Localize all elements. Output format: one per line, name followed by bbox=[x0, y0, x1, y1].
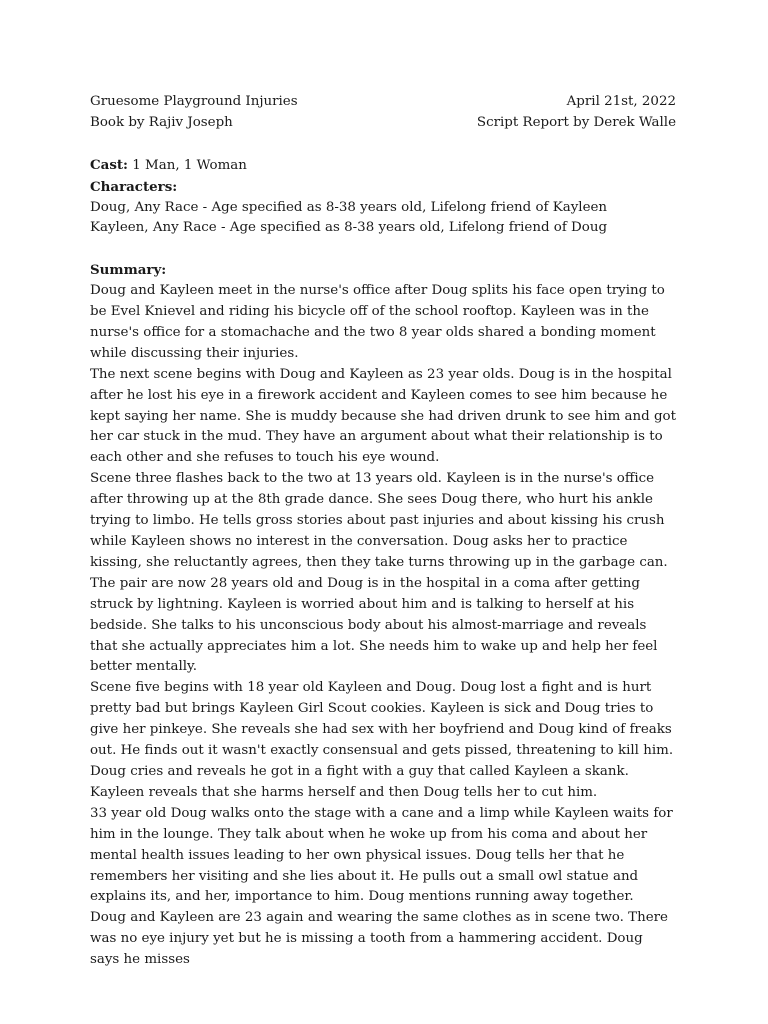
character-doug: Doug, Any Race - Age specified as 8-38 years old, Lifelong friend of Kayleen bbox=[90, 199, 608, 215]
summary-paragraph-7: Doug and Kayleen are 23 again and wearing the same clothes as in scene two. There was no eye injury yet but he is missing a tooth from a hammering accident. Doug says he misses bbox=[90, 910, 668, 968]
cast-value: 1 Man, 1 Woman bbox=[128, 157, 247, 173]
summary-paragraph-3: Scene three flashes back to the two at 13 years old. Kayleen is in the nurse's office after throwing up at the 8th grade dance. She sees Doug there, who hurt his ankle trying to limbo. He tells gross stories about past injuries and about kissing his crush while Kayleen shows no interest in the conversation. Doug asks her to practice kissing, she reluctantly agrees, then they take turns throwing up in the garbage can. bbox=[90, 471, 668, 570]
character-kayleen: Kayleen, Any Race - Age specified as 8-38 years old, Lifelong friend of Doug bbox=[90, 220, 608, 236]
cast-label: Cast: bbox=[90, 156, 129, 173]
characters-label: Characters: bbox=[90, 178, 178, 195]
cast-line bbox=[90, 155, 676, 177]
summary-paragraph-6: 33 year old Doug walks onto the stage with a cane and a limp while Kayleen waits for him in the lounge. They talk about when he woke up from his coma and about her mental health issues leading to her own physical issues. Doug tells her that he remembers her visiting and she lies about it. He pulls out a small owl statue and explains its, and her, importance to him. Doug mentions running away together. bbox=[90, 805, 673, 905]
summary-paragraph-1: Doug and Kayleen meet in the nurse's office after Doug splits his face open trying to be Evel Knievel and riding his bicycle off of the school rooftop. Kayleen was in the nurse's office for a stomachache and the two 8 year olds shared a bonding moment while discussing their injuries. bbox=[90, 283, 665, 361]
spacer bbox=[90, 239, 676, 260]
spacer bbox=[90, 134, 676, 155]
document-page bbox=[90, 92, 676, 971]
document-date: April 21st, 2022 bbox=[566, 94, 676, 109]
summary-label: Summary: bbox=[90, 262, 167, 279]
summary-paragraph-4: The pair are now 28 years old and Doug is in the hospital in a coma after getting struck by lightning. Kayleen is worried about him and is talking to herself at his bedside. She talks to his unconscious body about his almost-marriage and reveals that she actually appreciates him a lot. She needs him to wake up and help her feel better mentally. bbox=[90, 575, 658, 675]
document-title: Gruesome Playground Injuries bbox=[90, 94, 298, 109]
summary-paragraph-2: The next scene begins with Doug and Kayleen as 23 year olds. Doug is in the hospital after he lost his eye in a firework accident and Kayleen comes to see him because he kept saying her name. She is muddy because she had driven drunk to see him and got her car stuck in the mud. They have an argument about what their relationship is to each other and she refuses to touch his eye wound. bbox=[90, 366, 677, 466]
report-author: Script Report by Derek Walle bbox=[476, 114, 676, 130]
book-author: Book by Rajiv Joseph bbox=[90, 114, 233, 130]
summary-paragraph-5: Scene five begins with 18 year old Kayleen and Doug. Doug lost a fight and is hurt pretty bad but brings Kayleen Girl Scout cookies. Kayleen is sick and Doug tries to give her pinkeye. She reveals she had sex with her boyfriend and Doug kind of freaks out. He finds out it wasn't exactly consensual and gets pissed, threatening to kill him. Doug cries and reveals he got in a fight with a guy that called Kayleen a skank. Kayleen reveals that she harms herself and then Doug tells her to cut him. bbox=[90, 680, 674, 800]
header-row-2 bbox=[90, 113, 676, 134]
header-row-1 bbox=[90, 92, 676, 113]
